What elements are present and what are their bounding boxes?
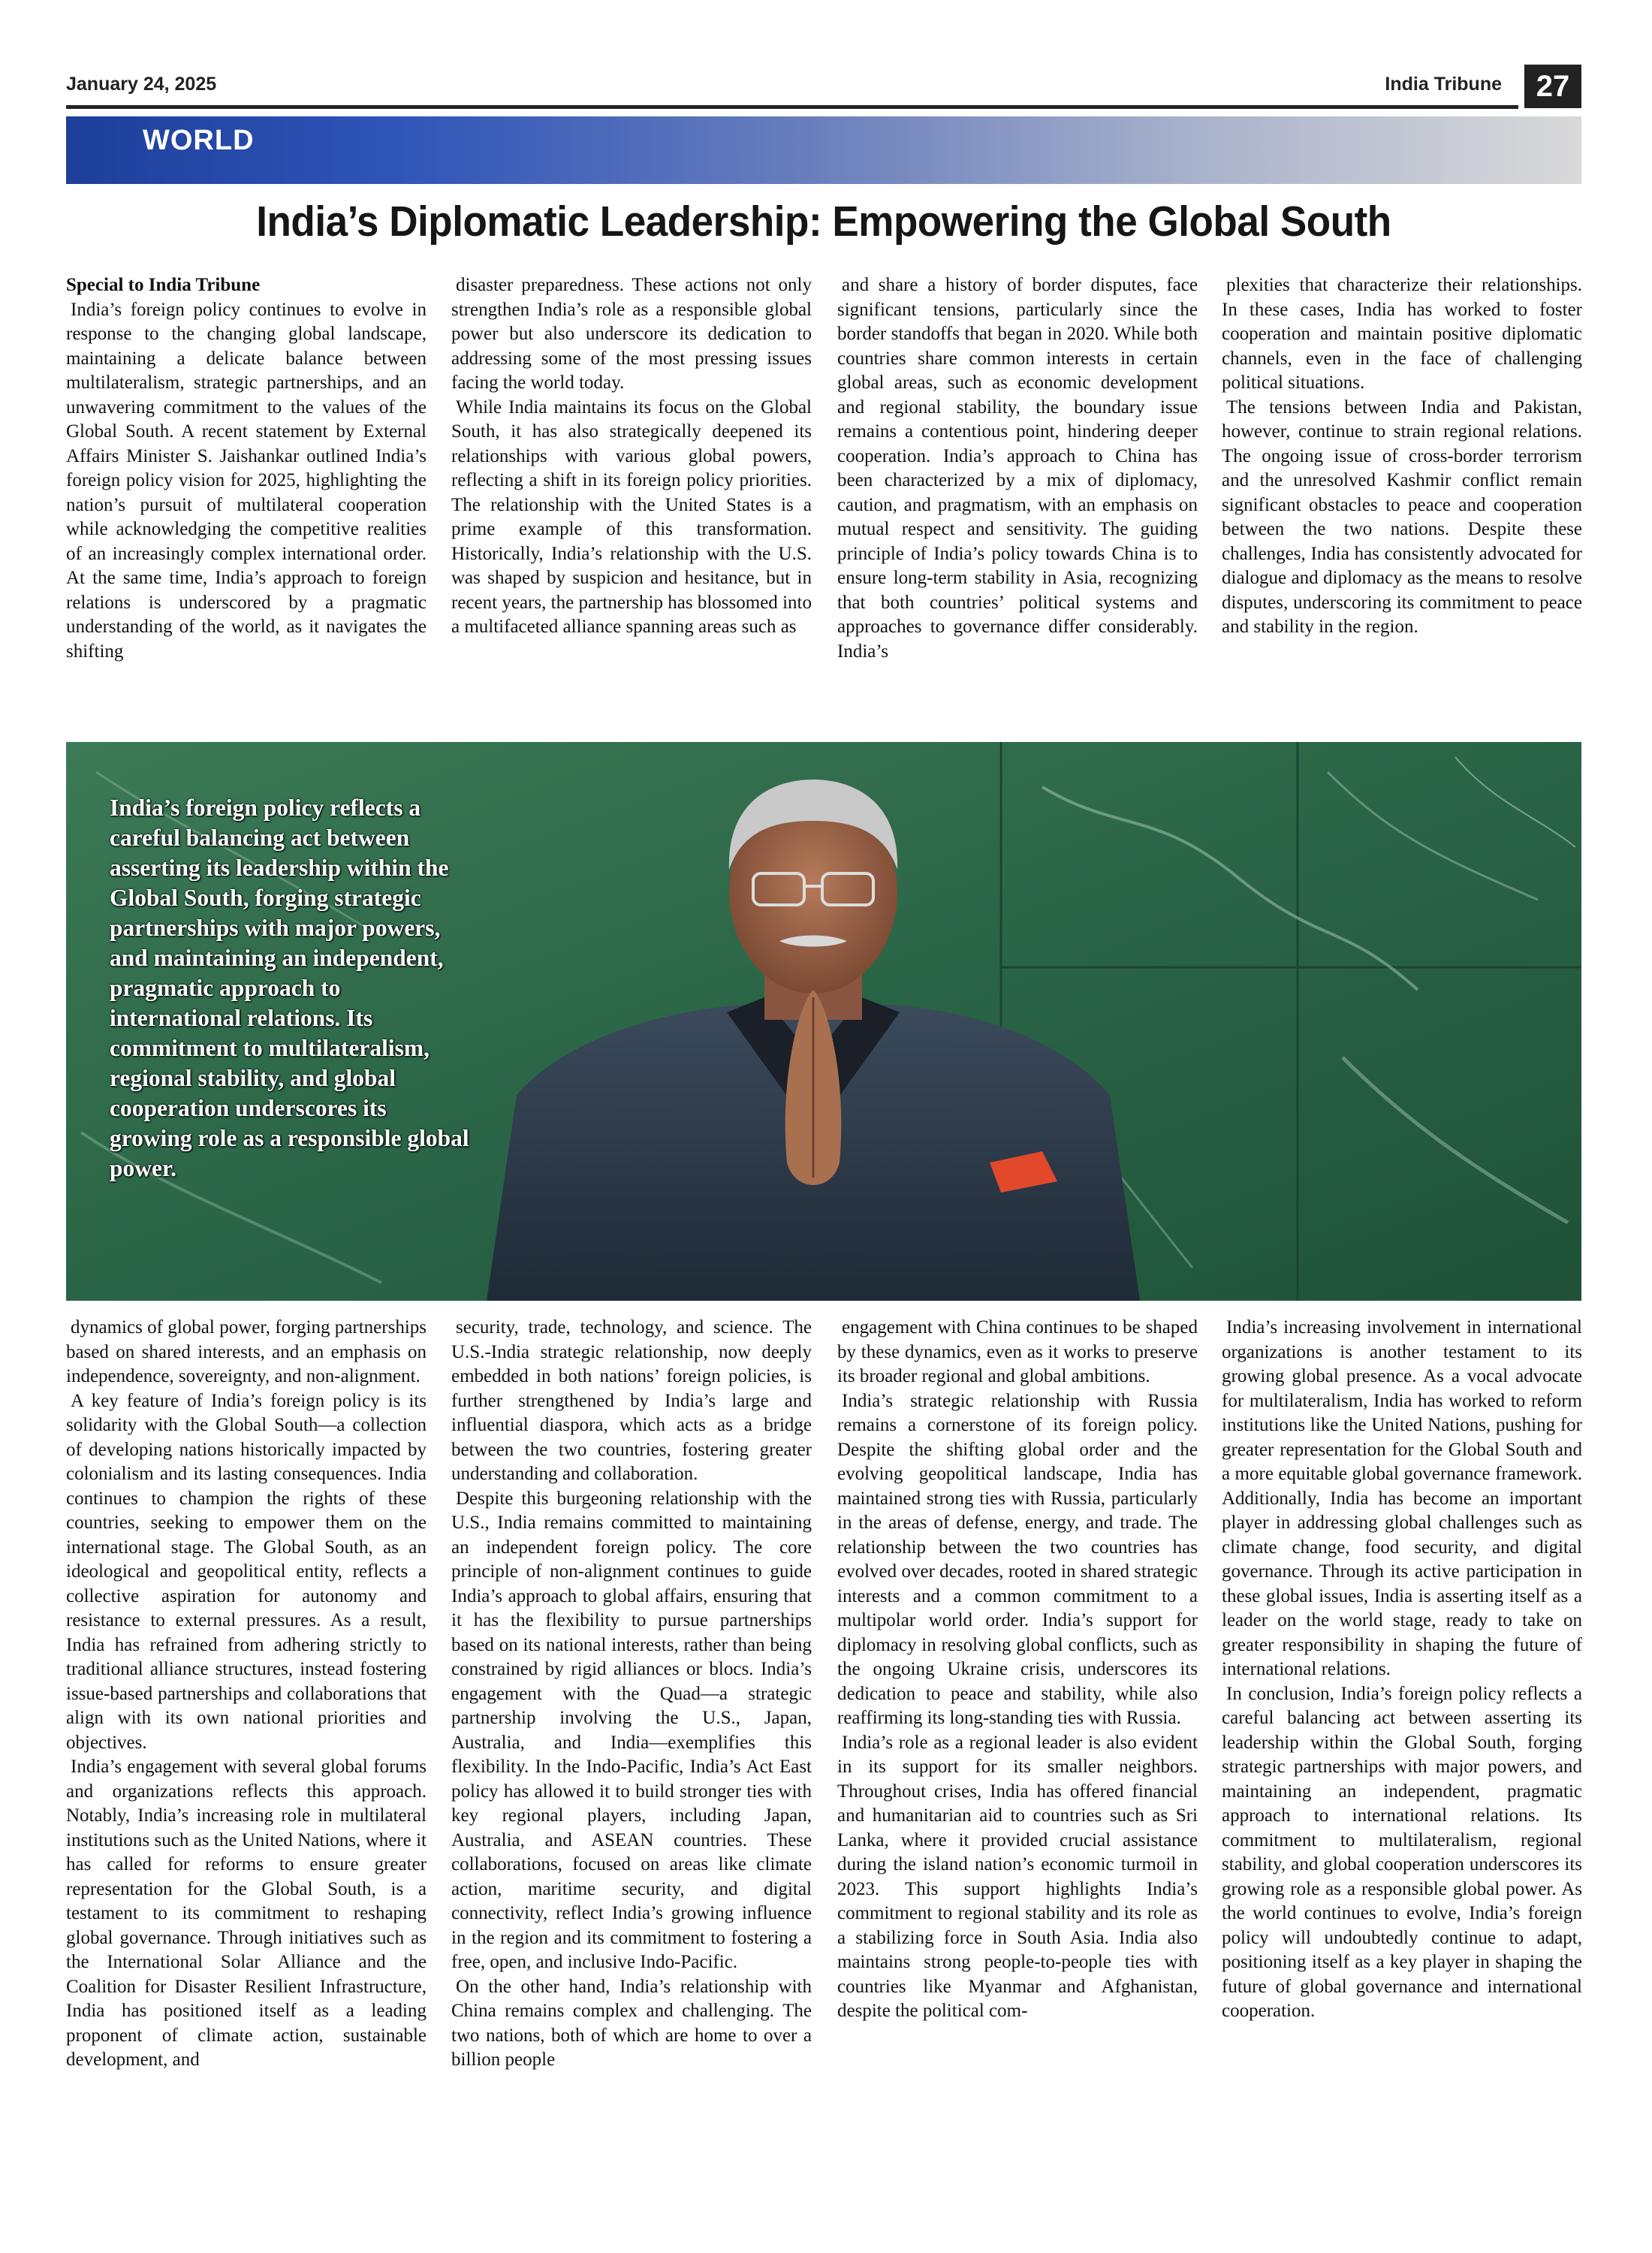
- article-column-bottom-4: [1222, 1316, 1582, 2024]
- paragraph: dynamics of global power, forging partnerships based on shared interests, and an emphasis on independence, sovereignty, and non-alignment.: [66, 1317, 427, 1386]
- paragraph: While India maintains its focus on the Global South, it has also strategically deepened its relationships with various global powers, reflecting a shift in its foreign policy priorities. The relationship with the United States is a prime example of this transformation. Historically, India’s relationship with the U.S. was shaped by suspicion and hesitance, but in recent years, the partnership has blossomed into a multifaceted alliance spanning areas such as: [451, 397, 812, 637]
- article-column-bottom-1: [66, 1316, 427, 2073]
- article-column-top-1: [66, 273, 427, 664]
- section-label: WORLD: [143, 125, 255, 156]
- paragraph: India’s foreign policy continues to evolve in response to the changing global landscape, maintaining a delicate balance between multilateralism, strategic partnerships, and an unwavering commitment to the values of the Global South. A recent statement by External Affairs Minister S. Jaishankar outlined India’s foreign policy vision for 2025, highlighting the nation’s pursuit of multilateral cooperation while acknowledging the competitive realities of an increasingly complex international order. At the same time, India’s approach to foreign relations is underscored by a pragmatic understanding of the world, as it navigates the shifting: [66, 299, 427, 662]
- paragraph: and share a history of border disputes, face significant tensions, particularly since the border standoffs that began in 2020. While both countries share common interests in certain global areas, such as economic development and regional stability, the boundary issue remains a contentious point, hindering deeper cooperation. India’s approach to China has been characterized by a mix of diplomacy, caution, and pragmatism, with an emphasis on mutual respect and sensitivity. The guiding principle of India’s policy towards China is to ensure long-term stability in Asia, recognizing that both countries’ political systems and approaches to governance differ considerably. India’s: [837, 275, 1198, 662]
- paragraph: In conclusion, India’s foreign policy reflects a careful balancing act between asserting its leadership within the Global South, forging strategic partnerships with major powers, and maintaining an independent, pragmatic approach to international relations. Its commitment to multilateralism, regional stability, and global cooperation underscores its growing role as a responsible global power. As the world continues to evolve, India’s foreign policy will undoubtedly continue to adapt, positioning itself as a key player in shaping the future of global governance and international cooperation.: [1222, 1683, 1582, 2021]
- article-headline: India’s Diplomatic Leadership: Empowering the Global South: [256, 198, 1391, 246]
- paragraph: security, trade, technology, and science. The U.S.-India strategic relationship, now deeply embedded in both nations’ foreign policies, is further strengthened by India’s large and influential diaspora, which acts as a bridge between the two countries, fostering greater understanding and collaboration.: [451, 1317, 812, 1484]
- paragraph: disaster preparedness. These actions not only strengthen India’s role as a responsible global power but also underscore its dedication to addressing some of the most pressing issues facing the world today.: [451, 275, 812, 393]
- paragraph: engagement with China continues to be shaped by these dynamics, even as it works to preserve its broader regional and global ambitions.: [837, 1317, 1198, 1386]
- article-photo: [66, 742, 1581, 1301]
- article-column-top-4: [1222, 273, 1582, 640]
- article-column-bottom-3: [837, 1316, 1198, 2024]
- paragraph: India’s strategic relationship with Russia remains a cornerstone of its foreign policy. Despite the shifting global order and the evolving geopolitical landscape, India has maintained strong ties with Russia, particularly in the areas of defense, energy, and trade. The relationship between the two countries has evolved over decades, rooted in shared strategic interests and a common commitment to a multipolar world order. India’s support for diplomacy in resolving global conflicts, such as the ongoing Ukraine crisis, underscores its dedication to peace and stability, while also reaffirming its long-standing ties with Russia.: [837, 1390, 1198, 1728]
- paragraph: The tensions between India and Pakistan, however, continue to strain regional relations. The ongoing issue of cross-border terrorism and the unresolved Kashmir conflict remain significant obstacles to peace and cooperation between the two nations. Despite these challenges, India has consistently advocated for dialogue and diplomacy as the means to resolve disputes, underscoring its commitment to peace and stability in the region.: [1222, 397, 1582, 637]
- article-column-top-3: [837, 273, 1198, 664]
- paragraph: India’s increasing involvement in international organizations is another testament to its growing global presence. As a vocal advocate for multilateralism, India has worked to reform institutions like the United Nations, pushing for greater representation for the Global South and a more equitable global governance framework. Additionally, India has become an important player in addressing global challenges such as climate change, food security, and digital governance. Through its active participation in these global issues, India is asserting itself as a leader on the world stage, ready to take on greater responsibility in shaping the future of international relations.: [1222, 1317, 1582, 1679]
- paragraph: A key feature of India’s foreign policy is its solidarity with the Global South—a collection of developing nations historically impacted by colonialism and its lasting consequences. India continues to champion the rights of these countries, seeking to empower them on the international stage. The Global South, as an ideological and geopolitical entity, reflects a collective aspiration for autonomy and resistance to external pressures. As a result, India has refrained from adhering strictly to traditional alliance structures, instead fostering issue-based partnerships and collaborations that align with its own national priorities and objectives.: [66, 1390, 427, 1753]
- page-number: 27: [1524, 65, 1581, 108]
- byline: Special to India Tribune: [66, 275, 261, 295]
- publication-name: India Tribune: [1385, 74, 1502, 95]
- paragraph: India’s role as a regional leader is also evident in its support for its smaller neighbors. Throughout crises, India has offered financial and humanitarian aid to countries such as Sri Lanka, where it provided crucial assistance during the island nation’s economic turmoil in 2023. This support highlights India’s commitment to regional stability and its role as a stabilizing force in South Asia. India also maintains strong people-to-people ties with countries like Myanmar and Afghanistan, despite the political com-: [837, 1732, 1198, 2021]
- paragraph: plexities that characterize their relationships. In these cases, India has worked to foster cooperation and maintain positive diplomatic channels, even in the face of challenging political situations.: [1222, 275, 1582, 393]
- article-column-top-2: [451, 273, 812, 640]
- pull-quote: India’s foreign policy reflects a careful balancing act between asserting its leadership within the Global South, forging strategic partnerships with major powers, and maintaining an independent, pragmatic approach to international relations. Its commitment to multilateralism, regional stability, and global cooperation underscores its growing role as a responsible global power.: [110, 795, 469, 1181]
- paragraph: On the other hand, India’s relationship with China remains complex and challenging. The two nations, both of which are home to over a billion people: [451, 1976, 812, 2070]
- paragraph: Despite this burgeoning relationship with the U.S., India remains committed to maintaining an independent foreign policy. The core principle of non-alignment continues to guide India’s approach to global affairs, ensuring that it has the flexibility to pursue partnerships based on its national interests, rather than being constrained by rigid alliances or blocs. India’s engagement with the Quad—a strategic partnership involving the U.S., Japan, Australia, and India—exemplifies this flexibility. In the Indo-Pacific, India’s Act East policy has allowed it to build stronger ties with key regional players, including Japan, Australia, and ASEAN countries. These collaborations, focused on areas like climate action, maritime security, and digital connectivity, reflect India’s growing influence in the region and its commitment to fostering a free, open, and inclusive Indo-Pacific.: [451, 1488, 812, 1972]
- header-rule: [66, 105, 1518, 109]
- paragraph: India’s engagement with several global forums and organizations reflects this approach. Notably, India’s increasing role in multilateral institutions such as the United Nations, where it has called for reforms to ensure greater representation for the Global South, is a testament to its commitment to reshaping global governance. Through initiatives such as the International Solar Alliance and the Coalition for Disaster Resilient Infrastructure, India has positioned itself as a leading proponent of climate action, sustainable development, and: [66, 1757, 427, 2070]
- section-band: [66, 116, 1581, 184]
- issue-date: January 24, 2025: [66, 74, 217, 95]
- article-column-bottom-2: [451, 1316, 812, 2073]
